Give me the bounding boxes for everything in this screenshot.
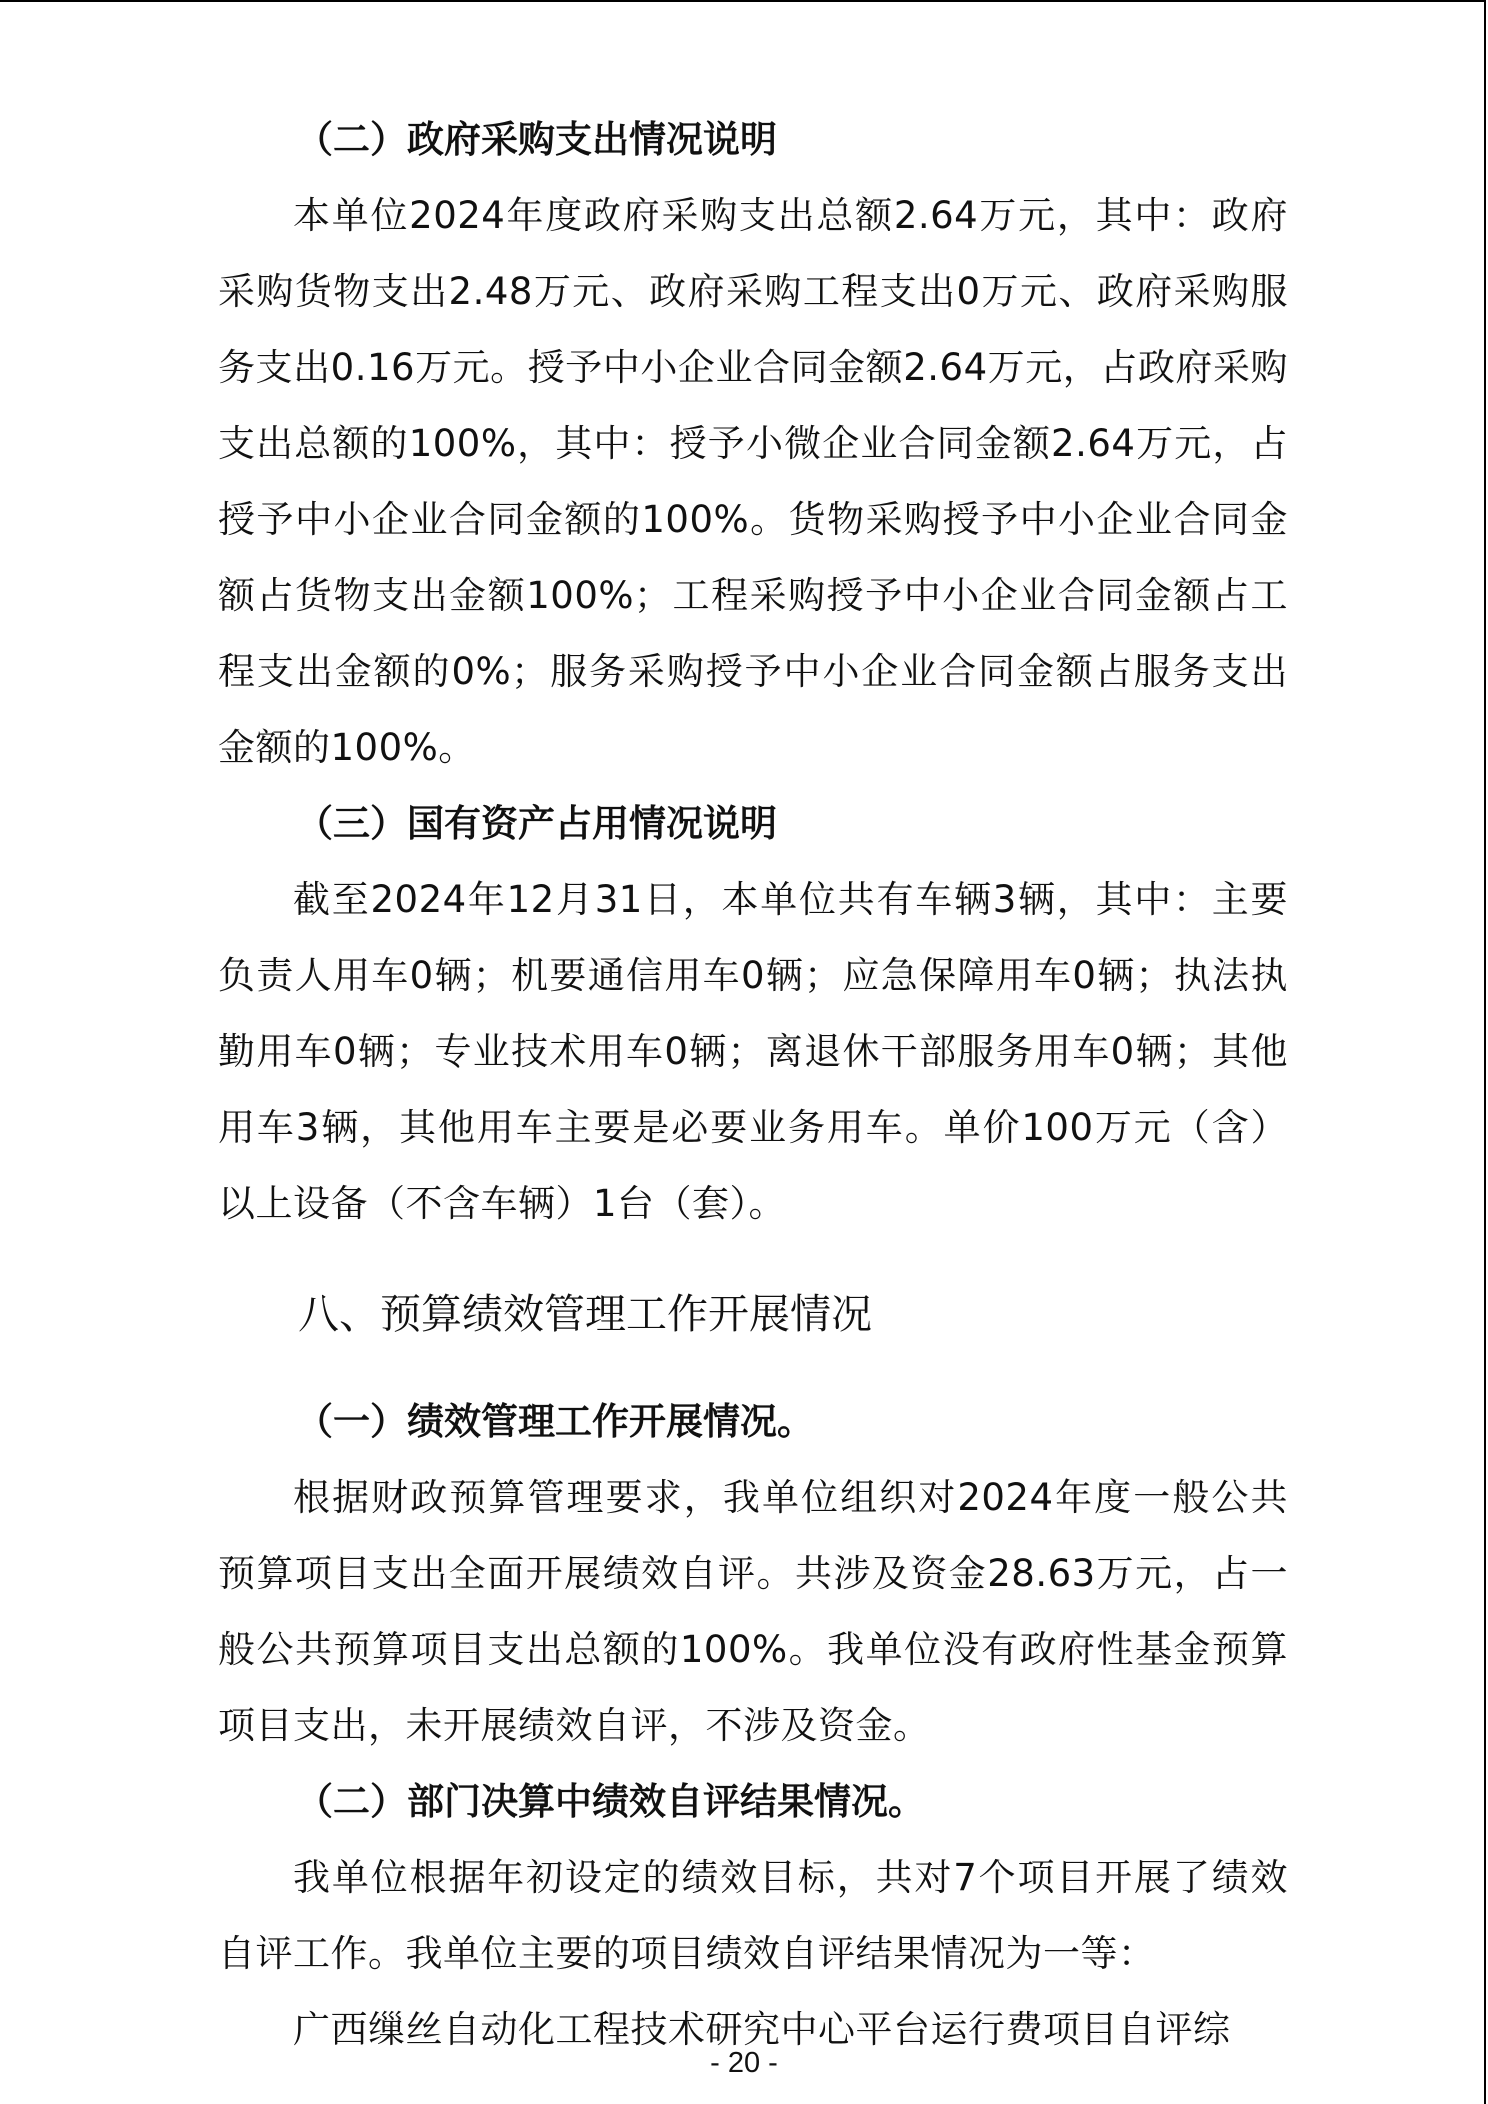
paragraph-project-evaluation: 广西缫丝自动化工程技术研究中心平台运行费项目自评综 [293,2008,1231,2051]
paragraph-self-evaluation: 我单位根据年初设定的绩效目标，共对7个项目开展了绩效自评工作。我单位主要的项目绩效自评结果情况为一等： [218,1856,1288,1975]
paragraph-procurement: 本单位2024年度政府采购支出总额2.64万元，其中：政府采购货物支出2.48万元、政府采购工程支出0万元、政府采购服务支出0.16万元。授予中小企业合同金额2.64万元，占政府采购支出总额的100%，其中：授予小微企业合同金额2.64万元，占授予中小企业合同金额的100%。货物采购授予中小企业合同金额占货物支出金额100%；工程采购授予中小企业合同金额占工程支出金额的0%；服务采购授予中小企业合同金额占服务支出金额的100%。 [218,194,1288,769]
chapter-title: 八、预算绩效管理工作开展情况 [298,1290,872,1338]
paragraph-performance-management: 根据财政预算管理要求，我单位组织对2024年度一般公共预算项目支出全面开展绩效自评。共涉及资金28.63万元，占一般公共预算项目支出总额的100%。我单位没有政府性基金预算项目支出，未开展绩效自评，不涉及资金。 [218,1476,1288,1747]
spacer [218,1242,1288,1276]
document-body [218,102,1288,2068]
section-heading-assets: （三）国有资产占用情况说明 [296,802,777,845]
page-number: - 20 - [710,2047,778,2079]
section-heading-self-evaluation: （二）部门决算中绩效自评结果情况。 [296,1780,925,1823]
paragraph-assets: 截至2024年12月31日，本单位共有车辆3辆，其中：主要负责人用车0辆；机要通信用车0辆；应急保障用车0辆；执法执勤用车0辆；专业技术用车0辆；离退休干部服务用车0辆；其他用车3辆，其他用车主要是必要业务用车。单价100万元（含）以上设备（不含车辆）1台（套）。 [218,878,1288,1225]
spacer [218,1352,1288,1384]
section-heading-performance-management: （一）绩效管理工作开展情况。 [296,1400,814,1443]
section-heading-procurement: （二）政府采购支出情况说明 [296,118,777,161]
